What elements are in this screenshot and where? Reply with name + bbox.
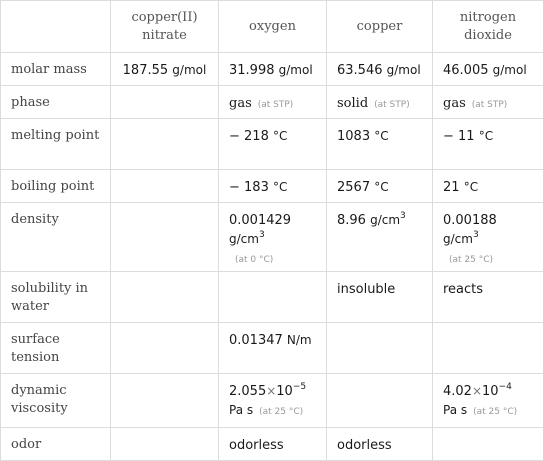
table-row (1, 170, 543, 203)
table-row (1, 272, 543, 323)
empty-cell (111, 86, 219, 119)
value-cell: 63.546 g/mol (327, 53, 433, 86)
table-row (1, 374, 543, 428)
table-row (1, 323, 543, 374)
empty-cell (111, 170, 219, 203)
table-row (1, 428, 543, 461)
row-label: density (1, 203, 111, 272)
empty-cell (433, 323, 543, 374)
value-cell: gas (at STP) (433, 86, 543, 119)
value-cell: 46.005 g/mol (433, 53, 543, 86)
column-header: oxygen (219, 1, 327, 53)
value-cell: $2.055\times 10^{-5}$ Pa s (at 25 °C) (219, 374, 327, 428)
empty-cell (327, 323, 433, 374)
empty-cell (111, 272, 219, 323)
value-cell: $4.02\times 10^{-4}$ Pa s (at 25 °C) (433, 374, 543, 428)
table-row (1, 53, 543, 86)
value-cell: − 218 °C (219, 119, 327, 170)
empty-cell (219, 272, 327, 323)
value-cell: 31.998 g/mol (219, 53, 327, 86)
row-label: surface tension (1, 323, 111, 374)
value-cell: solid (at STP) (327, 86, 433, 119)
empty-cell (111, 203, 219, 272)
value-cell: 0.00188 $g/cm^3$ (at 25 °C) (433, 203, 543, 272)
row-label: odor (1, 428, 111, 461)
row-label: solubility in water (1, 272, 111, 323)
value-cell: − 11 °C (433, 119, 543, 170)
table-row (1, 86, 543, 119)
value-cell: 0.001429 $g/cm^3$ (at 0 °C) (219, 203, 327, 272)
row-label: dynamic viscosity (1, 374, 111, 428)
value-cell: odorless (219, 428, 327, 461)
empty-cell (433, 428, 543, 461)
column-header: nitrogen dioxide (433, 1, 543, 53)
value-cell: gas (at STP) (219, 86, 327, 119)
column-header: copper(II) nitrate (111, 1, 219, 53)
empty-cell (327, 374, 433, 428)
header-row (1, 1, 543, 53)
table-row (1, 203, 543, 272)
row-label: melting point (1, 119, 111, 170)
empty-cell (111, 119, 219, 170)
value-cell: − 183 °C (219, 170, 327, 203)
row-label: boiling point (1, 170, 111, 203)
value-cell: odorless (327, 428, 433, 461)
empty-cell (111, 428, 219, 461)
column-header: copper (327, 1, 433, 53)
row-label: molar mass (1, 53, 111, 86)
value-cell: 8.96 $g/cm^3$ (327, 203, 433, 272)
value-cell: 1083 °C (327, 119, 433, 170)
table-row (1, 119, 543, 170)
value-cell: reacts (433, 272, 543, 323)
corner-cell (1, 1, 111, 53)
value-cell: 21 °C (433, 170, 543, 203)
row-label: phase (1, 86, 111, 119)
empty-cell (111, 323, 219, 374)
value-cell: 0.01347 N/m (219, 323, 327, 374)
value-cell: insoluble (327, 272, 433, 323)
value-cell: 187.55 g/mol (111, 53, 219, 86)
empty-cell (111, 374, 219, 428)
value-cell: 2567 °C (327, 170, 433, 203)
